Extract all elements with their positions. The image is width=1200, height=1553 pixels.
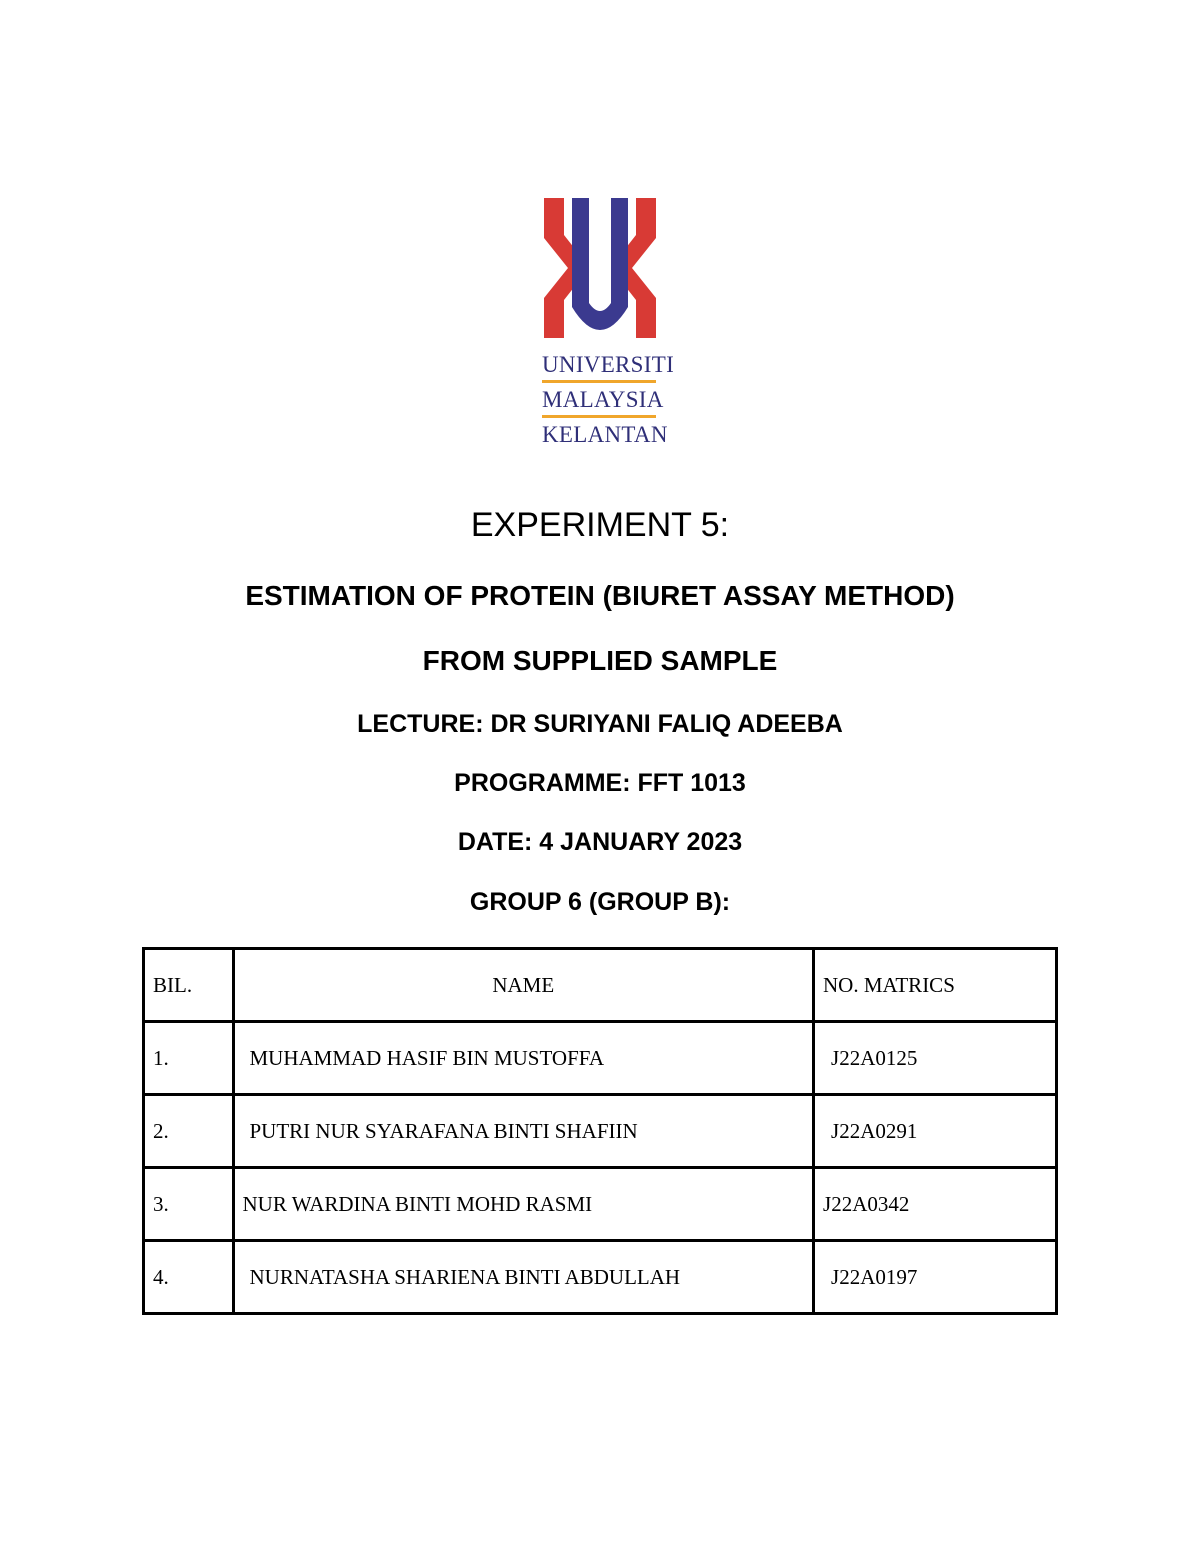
- title-line-1: ESTIMATION OF PROTEIN (BIURET ASSAY METHOD): [245, 580, 955, 611]
- group-line: GROUP 6 (GROUP B):: [469, 888, 731, 916]
- logo-text-universiti: UNIVERSITI: [542, 352, 675, 377]
- row-name: NURNATASHA SHARIENA BINTI ABDULLAH: [233, 1241, 814, 1314]
- header-matric: NO. MATRICS: [814, 949, 1057, 1022]
- logo-text-malaysia: MALAYSIA: [542, 387, 664, 412]
- date-line: DATE: 4 JANUARY 2023: [457, 828, 743, 856]
- row-matric: J22A0197: [814, 1241, 1057, 1314]
- members-table: [142, 947, 1058, 1315]
- row-matric: J22A0125: [814, 1022, 1057, 1095]
- row-name: MUHAMMAD HASIF BIN MUSTOFFA: [233, 1022, 814, 1095]
- table-row: [144, 1168, 1057, 1241]
- logo-divider: [542, 415, 656, 418]
- row-name: PUTRI NUR SYARAFANA BINTI SHAFIIN: [233, 1095, 814, 1168]
- programme-line: PROGRAMME: FFT 1013: [454, 769, 746, 797]
- row-matric: J22A0342: [814, 1168, 1057, 1241]
- row-name: NUR WARDINA BINTI MOHD RASMI: [233, 1168, 814, 1241]
- header-bil: BIL.: [144, 949, 234, 1022]
- header-name: NAME: [233, 949, 814, 1022]
- umk-emblem-icon: [542, 195, 658, 340]
- row-bil: 4.: [144, 1241, 234, 1314]
- row-bil: 2.: [144, 1095, 234, 1168]
- table-row: [144, 1022, 1057, 1095]
- row-bil: 1.: [144, 1022, 234, 1095]
- logo-divider: [542, 380, 656, 383]
- emblem-blue-u: [572, 198, 628, 330]
- table-row: [144, 1241, 1057, 1314]
- logo-text-kelantan: KELANTAN: [542, 422, 668, 447]
- experiment-heading: EXPERIMENT 5:: [470, 506, 730, 544]
- table-header-row: [144, 949, 1057, 1022]
- row-matric: J22A0291: [814, 1095, 1057, 1168]
- title-line-2: FROM SUPPLIED SAMPLE: [422, 645, 778, 676]
- row-bil: 3.: [144, 1168, 234, 1241]
- lecturer-line: LECTURE: DR SURIYANI FALIQ ADEEBA: [357, 710, 843, 738]
- table-row: [144, 1095, 1057, 1168]
- university-logo: [542, 195, 675, 447]
